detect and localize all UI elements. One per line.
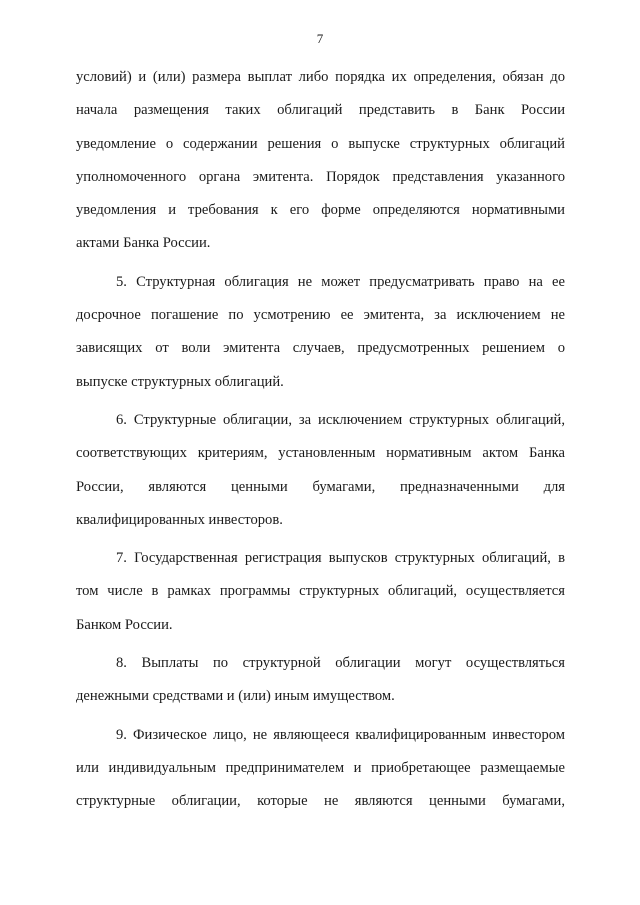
text-line: том числе в рамках программы структурных облигаций, осуществляется [76,583,565,600]
text-line: 5. Структурная облигация не может предусматривать право на ее [116,273,565,290]
text-line: зависящих от воли эмитента случаев, предусмотренных решением о [76,340,565,357]
text-line: 9. Физическое лицо, не являющееся квалифицированным инвестором [116,726,565,743]
paragraph-item-6 [76,411,565,544]
text-line: 6. Структурные облигации, за исключением структурных облигаций, [116,411,565,428]
paragraph-item-7 [76,549,565,649]
text-line: квалифицированных инвесторов. [76,511,283,528]
paragraph-item-9 [76,726,565,826]
text-line: Банком России. [76,616,173,633]
document-body [76,68,565,826]
text-line: досрочное погашение по усмотрению ее эмитента, за исключением не [76,307,565,324]
text-line: выпуске структурных облигаций. [76,373,284,390]
page-number: 7 [316,31,324,46]
text-line: соответствующих критериям, установленным нормативным актом Банка [76,445,565,462]
text-line: структурные облигации, которые не являются ценными бумагами, [76,793,565,810]
text-line: уведомление о содержании решения о выпуске структурных облигаций [76,135,565,152]
paragraph-continuation [76,68,565,268]
text-line: 8. Выплаты по структурной облигации могут осуществляться [116,655,565,672]
paragraph-item-8 [76,654,565,721]
text-line: уполномоченного органа эмитента. Порядок представления указанного [76,168,565,185]
paragraph-item-5 [76,273,565,406]
text-line: денежными средствами и (или) иным имуществом. [76,688,395,705]
text-line: России, являются ценными бумагами, предназначенными для [76,478,565,495]
text-line: начала размещения таких облигаций представить в Банк России [76,102,565,119]
text-line: условий) и (или) размера выплат либо порядка их определения, обязан до [76,69,565,85]
text-line: 7. Государственная регистрация выпусков структурных облигаций, в [116,550,565,567]
text-line: уведомления и требования к его форме определяются нормативными [76,202,565,219]
text-line: или индивидуальным предпринимателем и приобретающее размещаемые [76,759,565,776]
text-line: актами Банка России. [76,235,211,252]
